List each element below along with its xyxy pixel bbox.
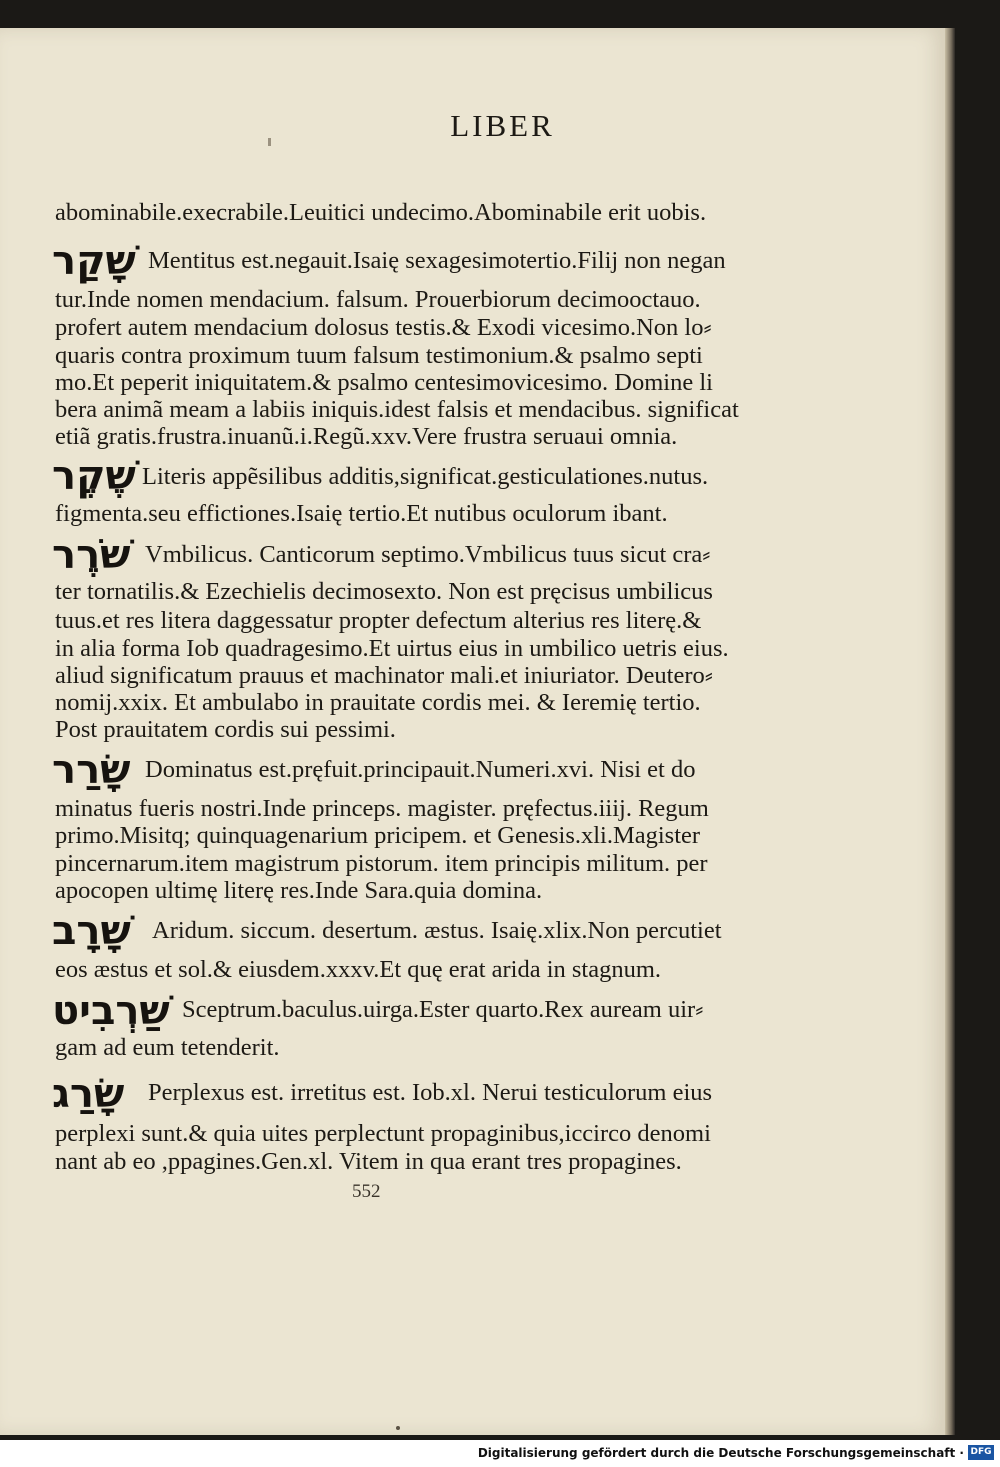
hebrew-headword: שֹׁרֶר bbox=[52, 532, 131, 578]
text-line: nomij.xxix. Et ambulabo in prauitate cordis mei. & Ieremię tertio. bbox=[55, 689, 701, 716]
text-line: aliud significatum prauus et machinator mali.et iniuriator. Deutero⸗ bbox=[55, 662, 713, 689]
text-line: mo.Et peperit iniquitatem.& psalmo centesimovicesimo. Domine li bbox=[55, 369, 713, 396]
folio-number: 552 bbox=[352, 1181, 381, 1202]
text-line: profert autem mendacium dolosus testis.& Exodi vicesimo.Non lo⸗ bbox=[55, 314, 712, 341]
text-line: bera animã meam a labiis iniquis.idest falsis et mendacibus. significat bbox=[55, 396, 739, 423]
running-head: LIBER bbox=[450, 108, 555, 143]
hebrew-headword: שֶׁקֶר bbox=[52, 453, 136, 499]
text-line: Post prauitatem cordis sui pessimi. bbox=[55, 716, 396, 743]
text-line: ter tornatilis.& Ezechielis decimosexto. Non est pręcisus umbilicus bbox=[55, 578, 713, 605]
footer-bar bbox=[0, 1440, 1000, 1467]
text-line: quaris contra proximum tuum falsum testimonium.& psalmo septi bbox=[55, 342, 703, 369]
text-line: perplexi sunt.& quia uites perplectunt propaginibus,iccirco denomi bbox=[55, 1120, 711, 1147]
book-page bbox=[0, 28, 947, 1435]
text-line: etiã gratis.frustra.inuanũ.i.Regũ.xxv.Vere frustra seruaui omnia. bbox=[55, 423, 678, 450]
text-line: pincernarum.item magistrum pistorum. item principis militum. per bbox=[55, 850, 708, 877]
ink-speck bbox=[396, 1426, 400, 1430]
dfg-logo: DFG bbox=[968, 1445, 994, 1460]
text-line: Mentitus est.negauit.Isaię sexagesimotertio.Filij non negan bbox=[148, 247, 726, 274]
hebrew-headword: שָׁרָב bbox=[52, 908, 131, 954]
text-line: gam ad eum tetenderit. bbox=[55, 1034, 280, 1061]
text-line: primo.Misitq; quinquagenarium pricipem. et Genesis.xli.Magister bbox=[55, 822, 701, 849]
funding-credit: Digitalisierung gefördert durch die Deutsche Forschungsgemeinschaft · bbox=[477, 1446, 964, 1460]
text-line: tur.Inde nomen mendacium. falsum. Prouerbiorum decimooctauo. bbox=[55, 286, 701, 313]
hebrew-headword: שָׂרַר bbox=[52, 747, 131, 793]
hebrew-headword: שַׁרְבִיט bbox=[52, 988, 170, 1034]
text-line: Vmbilicus. Canticorum septimo.Vmbilicus tuus sicut cra⸗ bbox=[145, 541, 711, 568]
text-line: apocopen ultimę literę res.Inde Sara.quia domina. bbox=[55, 877, 543, 904]
text-line: Dominatus est.pręfuit.principauit.Numeri.xvi. Nisi et do bbox=[145, 756, 696, 783]
text-line: tuus.et res litera daggessatur propter defectum alterius res literę.& bbox=[55, 607, 702, 634]
text-line: figmenta.seu effictiones.Isaię tertio.Et nutibus oculorum ibant. bbox=[55, 500, 668, 527]
text-line: Sceptrum.baculus.uirga.Ester quarto.Rex auream uir⸗ bbox=[182, 996, 704, 1023]
text-line: minatus fueris nostri.Inde princeps. magister. pręfectus.iiij. Regum bbox=[55, 795, 709, 822]
text-line: Aridum. siccum. desertum. æstus. Isaię.xlix.Non percutiet bbox=[152, 917, 722, 944]
text-line: abominabile.execrabile.Leuitici undecimo.Abominabile erit uobis. bbox=[55, 199, 707, 226]
text-line: Literis appẽsilibus additis,significat.gesticulationes.nutus. bbox=[142, 463, 709, 490]
text-line: in alia forma Iob quadragesimo.Et uirtus eius in umbilico uetris eius. bbox=[55, 635, 729, 662]
page-edge-shadow bbox=[945, 28, 955, 1435]
hebrew-headword: שָׂרַג bbox=[52, 1071, 125, 1117]
text-line: nant ab eo ,ppagines.Gen.xl. Vitem in qua erant tres propagines. bbox=[55, 1148, 682, 1175]
text-line: eos æstus et sol.& eiusdem.xxxv.Et quę erat arida in stagnum. bbox=[55, 956, 662, 983]
hebrew-headword: שָׁקַר bbox=[52, 238, 136, 284]
text-line: Perplexus est. irretitus est. Iob.xl. Nerui testiculorum eius bbox=[148, 1079, 713, 1106]
